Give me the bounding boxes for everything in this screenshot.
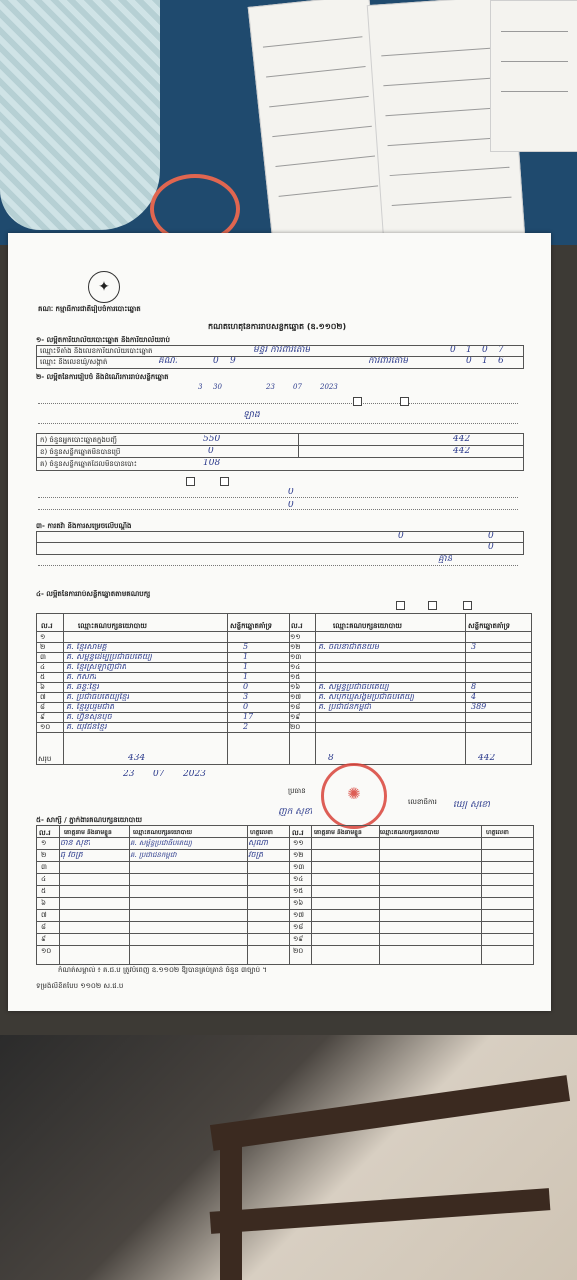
checkbox-5[interactable] (396, 601, 405, 610)
witness-row-sign: ស៊ីណា (248, 839, 268, 847)
witness-row-no: ៩ (41, 935, 46, 943)
party-row-name: គ. ប្រជាជនកម្ពុជា (318, 703, 372, 711)
col-no-right: ល.រ (291, 622, 303, 630)
witness-row-divider (36, 861, 534, 862)
checkbox-2[interactable] (400, 397, 409, 406)
clerk-signature: ឃៀ សុខៅ (453, 801, 490, 809)
party-row-no: ៤ (40, 663, 45, 671)
location-label: ឈ្មោះទីតាំង និងលេខការិយាល័យបោះឆ្នោត (40, 347, 153, 355)
section3-row2-value: 0 (488, 543, 494, 551)
party-row-no: ១៣ (290, 653, 302, 661)
witness-row-no: ១៧ (293, 911, 305, 919)
witness-row-no: ៣ (41, 863, 47, 871)
form-title: កំណត់ហេតុនៃការរាប់សន្លឹកឆ្នោត (ឧ.១១០២) (208, 323, 347, 331)
sign-year: 2023 (183, 770, 206, 778)
witness-row-no: ១ (41, 839, 47, 847)
total-valid-value: 434 (128, 754, 146, 762)
witness-row-divider (36, 885, 534, 886)
party-row-divider (36, 682, 532, 683)
witness-row-no: ១៥ (293, 887, 304, 895)
location-code-1: 0 (450, 346, 456, 354)
party-row-votes: 8 (471, 683, 477, 691)
party-row-votes: 1 (243, 663, 249, 671)
party-row-no: ២ (40, 643, 46, 651)
witness-row-divider (36, 837, 534, 838)
chief-label: ប្រធាន (288, 787, 306, 795)
party-row-votes: 389 (471, 703, 487, 711)
witness-row-no: ៧ (41, 911, 47, 919)
party-row-name: គ. យុវជនខ្មែរ (66, 723, 107, 731)
witness-row-no: ១៣ (293, 863, 305, 871)
form-code: ទម្រង់លិខិតបែប ១១០២ ស.ជ.ប (36, 982, 124, 990)
witness-row-no: ៤ (41, 875, 46, 883)
floor (0, 1035, 577, 1280)
witness-row-divider (36, 909, 534, 910)
party-row-no: ១០ (40, 723, 51, 731)
clerk-label: លេខាធិការ (408, 798, 437, 806)
commune-digit-2: 9 (230, 357, 236, 365)
official-stamp-icon: ✺ (321, 763, 387, 829)
section3-box (36, 531, 524, 555)
witness-row-no: ១០ (41, 947, 52, 955)
w-col-sign-right: ហត្ថលេខា (486, 829, 509, 836)
party-row-votes: 2 (243, 723, 249, 731)
party-row-divider (36, 732, 532, 733)
witness-row-sign: វិចិត្រ (248, 851, 264, 859)
total-invalid-value: 8 (328, 754, 334, 762)
line-c-value: 108 (203, 459, 221, 467)
org-name: គណៈ កម្មាធិការជាតិរៀបចំការបោះឆ្នោត (38, 305, 141, 313)
section1-heading: ១- លម្អិតការិយាល័យបោះឆ្នោត និងការិយាល័យរាប់ (36, 336, 170, 344)
party-row-no: ១៤ (290, 663, 301, 671)
section5-heading: ៥- សាក្សី / ភ្នាក់ងារគណបក្សនយោបាយ (36, 816, 142, 824)
commune-code-3: 6 (498, 357, 504, 365)
background-document-3 (490, 0, 577, 152)
note-1-value: 0 (288, 488, 294, 496)
party-row-name: គ. ចលនាជាតិនិយម (318, 643, 379, 651)
party-row-no: ៥ (40, 673, 45, 681)
section2-heading: ២- លម្អិតនៃការរៀបចំ និងដំណើរការរាប់សន្លឹកឆ្នោត (36, 373, 169, 381)
witness-row-no: ១១ (293, 839, 304, 847)
witness-row-divider (36, 849, 534, 850)
commune-value: ការពារតោម (368, 357, 408, 365)
commune-code-1: 0 (466, 357, 472, 365)
checkbox-6[interactable] (428, 601, 437, 610)
w-col-party-right: ឈ្មោះគណបក្សនយោបាយ (380, 829, 440, 836)
party-row-name: គ. ហ្វ៊ុនស៊ិនប៉ិច (66, 713, 112, 721)
party-row-no: ៣ (40, 653, 46, 661)
party-row-no: ១ (40, 633, 46, 641)
right-value-1: 442 (453, 435, 471, 443)
party-row-name: គ. ប្រជាធិបតេយ្យខ្មែរ (66, 693, 130, 701)
party-row-no: ១៧ (290, 693, 302, 701)
party-row-no: ៦ (40, 683, 45, 691)
party-row-no: ៩ (40, 713, 45, 721)
w-col-no-left: ល.រ (39, 829, 51, 837)
party-row-votes: 4 (471, 693, 477, 701)
line-a-label: ក) ចំនួនអ្នកបោះឆ្នោតក្នុងបញ្ជី (40, 436, 117, 444)
witness-row-no: ៦ (41, 899, 46, 907)
party-row-name: គ. ខ្មែររួបរួមជាតិ (66, 703, 115, 711)
party-row-name: គ. កសិករ (66, 673, 97, 681)
location-value: មន្ទីរ ការពារតោម (253, 346, 311, 354)
party-row-no: ១៦ (290, 683, 301, 691)
witness-row-divider (36, 897, 534, 898)
party-row-no: ១៩ (290, 713, 301, 721)
party-row-no: ១៥ (290, 673, 301, 681)
date-month: 07 (293, 383, 302, 391)
witness-table (36, 825, 534, 965)
party-votes-table (36, 613, 532, 765)
party-row-name: គ. សម្ព័ន្ធប្រជាធិបតេយ្យ (318, 683, 389, 691)
checkbox-3[interactable] (186, 477, 195, 486)
witness-row-no: ៥ (41, 887, 46, 895)
chair-leg (220, 1130, 242, 1280)
party-row-no: ១៨ (290, 703, 301, 711)
checkbox-1[interactable] (353, 397, 362, 406)
party-row-votes: 1 (243, 653, 249, 661)
chief-signature: ញក់ សុខា (278, 808, 313, 816)
witness-row-name: ធុំ វិចិត្រ (60, 851, 83, 859)
note-2-value: 0 (288, 501, 294, 509)
party-row-divider (36, 722, 532, 723)
witness-row-no: ២ (41, 851, 47, 859)
party-row-no: ១១ (290, 633, 301, 641)
col-no-left: ល.រ (41, 622, 53, 630)
party-row-votes: 5 (243, 643, 249, 651)
line-b-value: 0 (208, 447, 214, 455)
w-col-sign-left: ហត្ថលេខា (250, 829, 273, 836)
location-code-3: 0 (482, 346, 488, 354)
commune-label: ឈ្មោះ និងលេខឃុំ/សង្កាត់ (40, 358, 108, 366)
witness-row-no: ២០ (293, 947, 304, 955)
chief-name: ឡាង (243, 411, 260, 419)
witness-row-name: ចាន់ សុខា (60, 839, 91, 847)
footer-note: កំណត់សម្គាល់ ៖ គ.ជ.ប ត្រូវបំពេញ ឧ.១១០២ ឱ្យបានគ្រប់គ្រាន់ ចំនួន ៣ច្បាប់ ។ (58, 966, 267, 974)
date-day: 23 (266, 383, 275, 391)
col-party-left: ឈ្មោះគណបក្សនយោបាយ (78, 622, 147, 630)
witness-row-no: ១៦ (293, 899, 304, 907)
w-col-no-right: ល.រ (292, 829, 304, 837)
witness-row-no: ១៨ (293, 923, 304, 931)
party-row-votes: 3 (471, 643, 477, 651)
sign-month: 07 (153, 770, 165, 778)
party-row-votes: 0 (243, 703, 249, 711)
counting-report-form (8, 233, 551, 1011)
section3-row1-value: 0 (398, 532, 404, 540)
party-row-name: គ. ខ្មែរសាមគ្គី (66, 643, 107, 651)
witness-row-divider (36, 945, 534, 946)
section3-signature: គ្មាន (438, 555, 453, 563)
witness-row-divider (36, 873, 534, 874)
party-row-name: គ. សម្ព័ន្ធដើម្បីប្រជាធិបតេយ្យ (66, 653, 152, 661)
commune-prefix: គណៈ (158, 357, 178, 365)
emblem-icon: ✦ (88, 271, 120, 303)
section3-heading: ៣- ការតវ៉ា និងការសម្រេចលើបណ្តឹង (36, 522, 132, 530)
total-all-value: 442 (478, 754, 496, 762)
party-row-name: គ. ឆន្ទៈខ្មែរ (66, 683, 99, 691)
party-row-divider (36, 672, 532, 673)
witness-row-no: ៨ (41, 923, 46, 931)
date-year: 2023 (320, 383, 338, 391)
line-c-label: គ) ចំនួនសន្លឹកឆ្នោតដែលមិនបានបោះ (40, 460, 137, 468)
vase (0, 0, 160, 230)
w-col-name-left: គោត្តនាម និងនាមខ្លួន (64, 829, 112, 836)
section3-row1-value-right: 0 (488, 532, 494, 540)
witness-row-no: ១២ (293, 851, 304, 859)
total-valid-label: សរុប (38, 755, 52, 763)
w-col-name-right: គោត្តនាម និងនាមខ្លួន (314, 829, 362, 836)
party-row-no: ២០ (290, 723, 301, 731)
party-row-votes: 0 (243, 683, 249, 691)
commune-code-2: 1 (482, 357, 488, 365)
location-code-2: 1 (466, 346, 472, 354)
section4-heading: ៤- លម្អិតនៃការរាប់សន្លឹកឆ្នោតតាមគណបក្ស (36, 590, 151, 598)
witness-row-party: គ. ប្រជាជនកម្ពុជា (130, 851, 177, 859)
col-votes-right: សន្លឹកឆ្នោតគាំទ្រ (468, 622, 511, 630)
witness-row-no: ១៤ (293, 875, 304, 883)
checkbox-7[interactable] (463, 601, 472, 610)
party-row-votes: 3 (243, 693, 249, 701)
location-code-4: 7 (498, 346, 504, 354)
witness-row-no: ១៩ (293, 935, 304, 943)
witness-row-divider (36, 933, 534, 934)
party-row-divider (36, 642, 532, 643)
witness-row-party: គ. សម្ព័ន្ធប្រជាធិបតេយ្យ (130, 839, 192, 847)
w-col-party-left: ឈ្មោះគណបក្សនយោបាយ (133, 829, 193, 836)
sign-day: 23 (123, 770, 135, 778)
commune-digit-1: 0 (213, 357, 219, 365)
time-hour: 3 (198, 383, 203, 391)
party-header-divider (36, 631, 532, 632)
witness-row-divider (36, 921, 534, 922)
party-row-votes: 1 (243, 673, 249, 681)
col-party-right: ឈ្មោះគណបក្សនយោបាយ (333, 622, 402, 630)
party-row-votes: 17 (243, 713, 254, 721)
party-row-name: គ. សំបុកឃ្មុំសង្គមប្រជាធិបតេយ្យ (318, 693, 415, 701)
right-value-2: 442 (453, 447, 471, 455)
time-min: 30 (213, 383, 222, 391)
party-row-no: ៨ (40, 703, 45, 711)
party-row-no: ៧ (40, 693, 46, 701)
checkbox-4[interactable] (220, 477, 229, 486)
line-a-value: 550 (203, 435, 221, 443)
party-row-no: ១២ (290, 643, 301, 651)
party-row-name: គ. ខ្មែរស្រឡាញ់ជាតិ (66, 663, 127, 671)
col-votes-left: សន្លឹកឆ្នោតគាំទ្រ (230, 622, 273, 630)
line-b-label: ខ) ចំនួនសន្លឹកឆ្នោតមិនបានប្រើ (40, 448, 121, 456)
